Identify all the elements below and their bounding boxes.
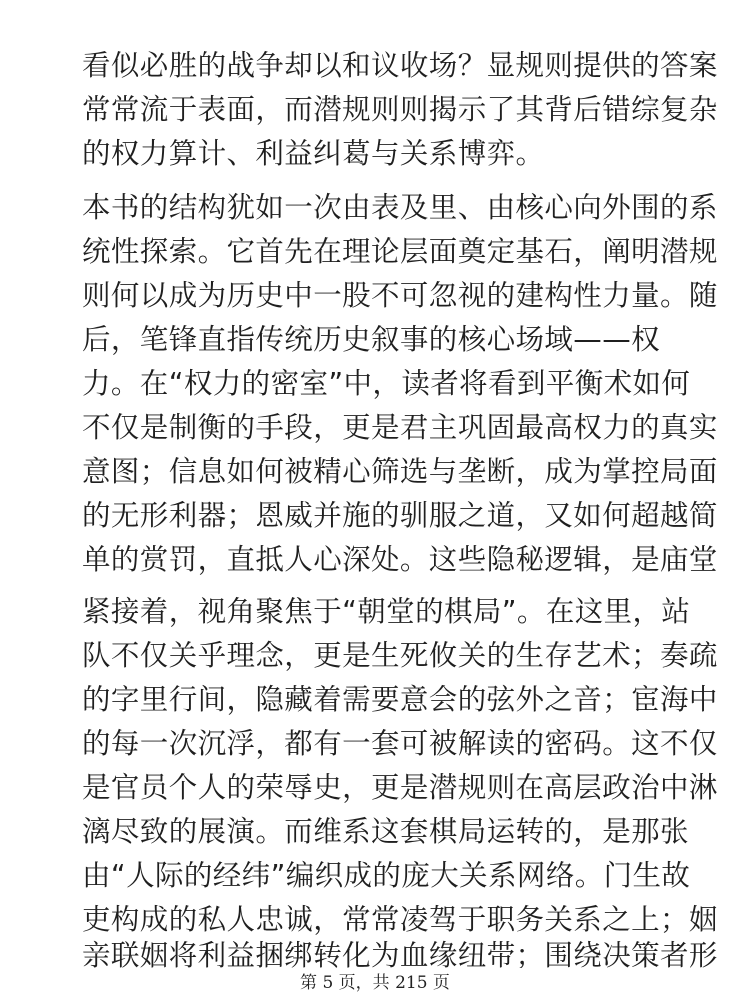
paragraph-2-line-9: 单的赏罚，直抵人心深处。这些隐秘逻辑，是庙堂 [82,543,718,576]
paragraph-1-line-2: 常常流于表面，而潜规则则揭示了其背后错综复杂 [82,93,718,126]
paragraph-2-line-1: 本书的结构犹如一次由表及里、由核心向外围的系 [82,191,718,224]
paragraph-1-line-3: 的权力算计、利益纠葛与关系博弈。 [82,137,545,170]
paragraph-3-line-8: 吏构成的私人忠诚，常常凌驾于职务关系之上；姻 [82,903,718,936]
paragraph-3-line-4: 的每一次沉浮，都有一套可被解读的密码。这不仅 [82,727,718,760]
paragraph-3-line-5: 是官员个人的荣辱史，更是潜规则在高层政治中淋 [82,771,718,804]
paragraph-3-line-1: 紧接着，视角聚焦于“朝堂的棋局”。在这里，站 [82,595,691,628]
paragraph-2-line-3: 则何以成为历史中一股不可忽视的建构性力量。随 [82,279,718,312]
paragraph-3-line-3: 的字里行间，隐藏着需要意会的弦外之音；宦海中 [82,683,718,716]
paragraph-2-line-4: 后，笔锋直指传统历史叙事的核心场域——权 [82,323,661,356]
paragraph-3-line-7: 由“人际的经纬”编织成的庞大关系网络。门生故 [82,859,691,892]
paragraph-3-line-2: 队不仅关乎理念，更是生死攸关的生存艺术；奏疏 [82,639,718,672]
paragraph-1-line-1: 看似必胜的战争却以和议收场？显规则提供的答案 [82,49,718,82]
paragraph-2-line-7: 意图；信息如何被精心筛选与垄断，成为掌控局面 [82,455,718,488]
paragraph-2-line-2: 统性探索。它首先在理论层面奠定基石，阐明潜规 [82,235,718,268]
page-number-footer: 第 5 页，共 215 页 [300,973,450,993]
paragraph-2-line-8: 的无形利器；恩威并施的驯服之道，又如何超越简 [82,499,718,532]
paragraph-2-line-6: 不仅是制衡的手段，更是君主巩固最高权力的真实 [82,411,718,444]
paragraph-3-line-6: 漓尽致的展演。而维系这套棋局运转的，是那张 [82,815,689,848]
paragraph-3-line-9: 亲联姻将利益捆绑转化为血缘纽带；围绕决策者形 [82,939,718,968]
paragraph-2-line-5: 力。在“权力的密室”中，读者将看到平衡术如何 [82,367,691,400]
